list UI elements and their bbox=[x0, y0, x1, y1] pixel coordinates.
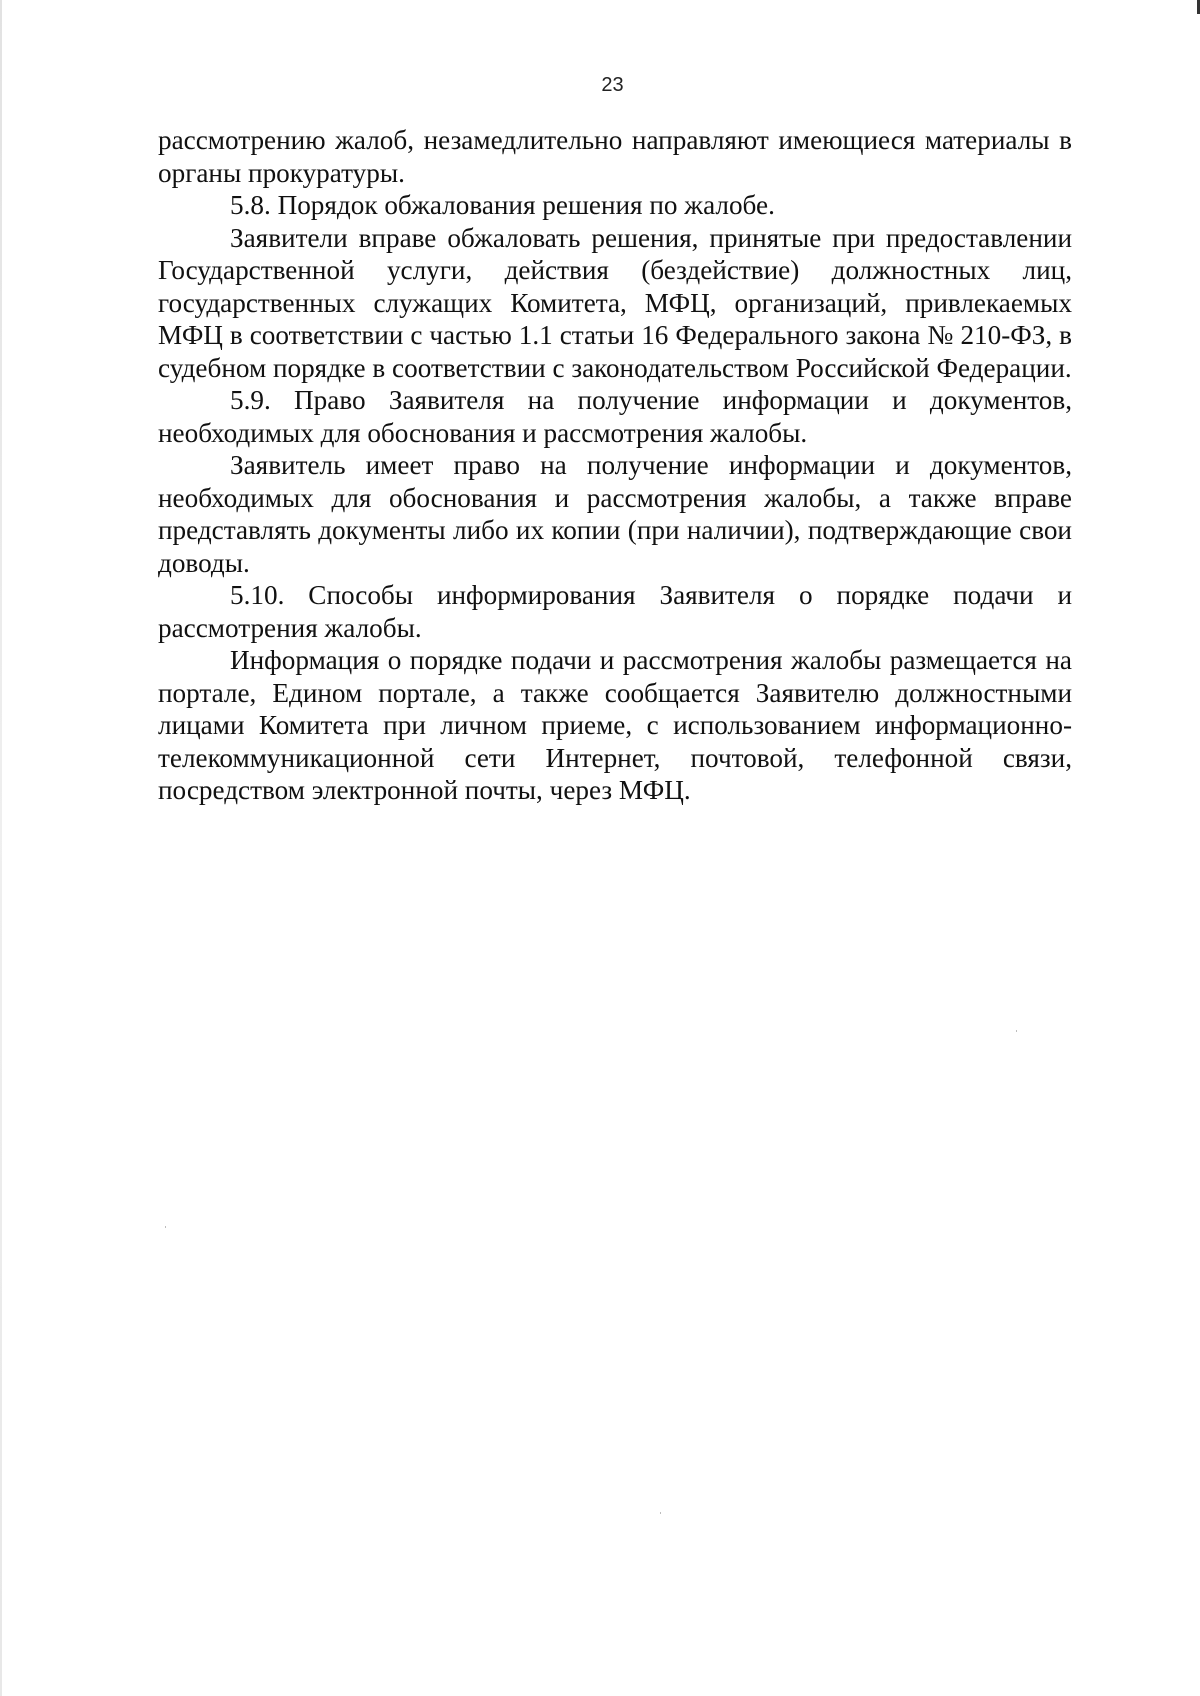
scan-edge-left bbox=[0, 0, 2, 1696]
scan-dust-mark bbox=[165, 1226, 166, 1228]
scan-dust-mark bbox=[660, 1512, 661, 1514]
section-heading-5-10: 5.10. Способы информирования Заявителя о порядке подачи и рассмотрения жалобы. bbox=[158, 580, 1072, 643]
scan-dust-mark bbox=[1016, 1030, 1017, 1032]
section-heading-5-8: 5.8. Порядок обжалования решения по жалобе. bbox=[230, 190, 775, 220]
paragraph-right-to-information: Заявитель имеет право на получение информации и документов, необходимых для обоснования и рассмотрения жалобы, а также вправе представлять документы либо их копии (при наличии), подтверждающие свои доводы. bbox=[158, 450, 1072, 578]
paragraph-continuation: рассмотрению жалоб, незамедлительно направляют имеющиеся материалы в органы прокуратуры. bbox=[158, 125, 1072, 188]
paragraph-informing-methods: Информация о порядке подачи и рассмотрения жалобы размещается на портале, Едином портале, а также сообщается Заявителю должностными лицами Комитета при личном приеме, с использованием информационно-телекоммуникационной сети Интернет, почтовой, телефонной связи, посредством электронной почты, через МФЦ. bbox=[158, 645, 1072, 805]
page-number: 23 bbox=[601, 74, 624, 96]
paragraph-appeal-in-court: Заявители вправе обжаловать решения, принятые при предоставлении Государственной услуги, действия (бездействие) должностных лиц, государственных служащих Комитета, МФЦ, организаций, привлекаемых МФЦ в соответствии с частью 1.1 статьи 16 Федерального закона № 210-ФЗ, в судебном порядке в соответствии с законодательством Российской Федерации. bbox=[158, 222, 1072, 383]
document-body bbox=[158, 124, 1072, 807]
section-heading-5-9: 5.9. Право Заявителя на получение информации и документов, необходимых для обоснования и рассмотрения жалобы. bbox=[158, 385, 1072, 448]
